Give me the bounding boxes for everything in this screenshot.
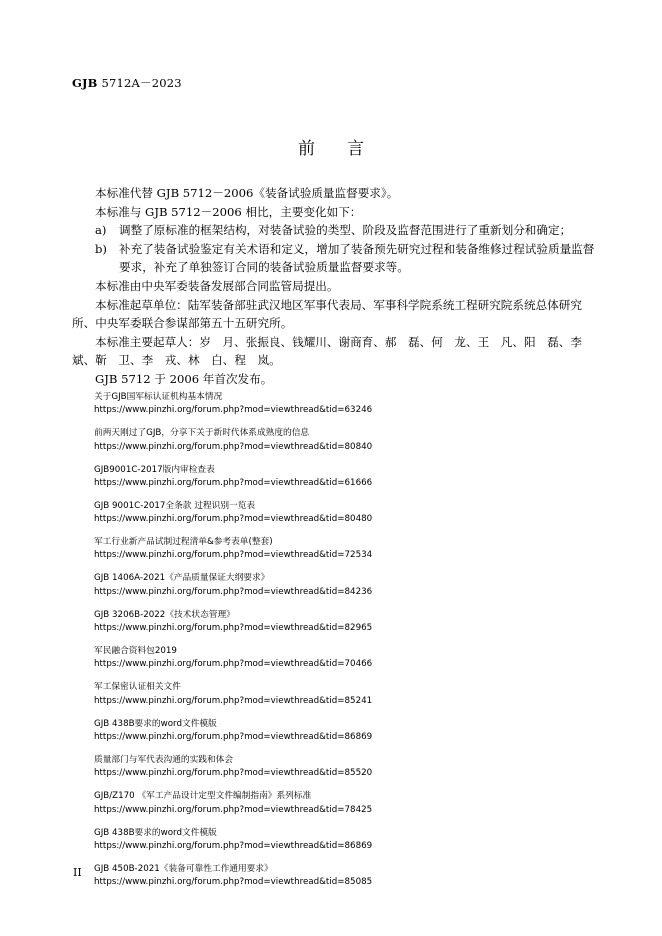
- paragraph-drafting-units: 本标准起草单位：陆军装备部驻武汉地区军事代表局、军事科学院系统工程研究院系统总体研究所、中央军委联合参谋部第五十五研究所。: [72, 297, 582, 331]
- standard-code-prefix: GJB: [72, 76, 98, 90]
- page-number: II: [73, 866, 82, 879]
- link-title[interactable]: GJB 3206B-2022《技术状态管理》: [94, 609, 235, 620]
- link-url[interactable]: https://www.pinzhi.org/forum.php?mod=viewthread&tid=85085: [94, 877, 373, 888]
- link-title[interactable]: 军民融合资料包2019: [94, 646, 177, 657]
- foreword-body: [72, 184, 597, 389]
- list-item[interactable]: [94, 427, 594, 463]
- link-url[interactable]: https://www.pinzhi.org/forum.php?mod=viewthread&tid=86869: [94, 731, 373, 742]
- link-title[interactable]: 前两天刚过了GJB，分享下关于新时代体系成熟度的信息: [94, 428, 310, 439]
- list-item[interactable]: [94, 718, 594, 754]
- list-item-b: [72, 240, 597, 277]
- list-item[interactable]: [94, 863, 594, 899]
- link-url[interactable]: https://www.pinzhi.org/forum.php?mod=viewthread&tid=61666: [94, 477, 373, 488]
- link-url[interactable]: https://www.pinzhi.org/forum.php?mod=viewthread&tid=78425: [94, 804, 373, 815]
- list-item[interactable]: [94, 609, 594, 645]
- list-marker-b: b): [95, 241, 107, 256]
- list-item[interactable]: [94, 536, 594, 572]
- standard-code-header: [72, 75, 182, 91]
- link-url[interactable]: https://www.pinzhi.org/forum.php?mod=viewthread&tid=85241: [94, 695, 373, 706]
- link-url[interactable]: https://www.pinzhi.org/forum.php?mod=viewthread&tid=85520: [94, 768, 373, 779]
- related-links-list: [94, 391, 594, 899]
- link-title[interactable]: GJB 9001C-2017全条款 过程识别一览表: [94, 500, 256, 511]
- list-item[interactable]: [94, 572, 594, 608]
- paragraph-proposer: 本标准由中央军委装备发展部合同监管局提出。: [95, 278, 339, 293]
- list-item[interactable]: [94, 645, 594, 681]
- link-url[interactable]: https://www.pinzhi.org/forum.php?mod=viewthread&tid=84236: [94, 586, 373, 597]
- paragraph-first-release: GJB 5712 于 2006 年首次发布。: [95, 371, 273, 386]
- list-item-a: [72, 221, 597, 240]
- list-item[interactable]: [94, 790, 594, 826]
- link-title[interactable]: GJB9001C-2017版内审检查表: [94, 464, 215, 475]
- link-url[interactable]: https://www.pinzhi.org/forum.php?mod=viewthread&tid=72534: [94, 550, 373, 561]
- list-item[interactable]: [94, 827, 594, 863]
- list-item[interactable]: [94, 754, 594, 790]
- link-url[interactable]: https://www.pinzhi.org/forum.php?mod=viewthread&tid=82965: [94, 623, 373, 634]
- paragraph-replaces: 本标准代替 GJB 5712－2006《装备试验质量监督要求》。: [95, 186, 399, 200]
- link-title[interactable]: GJB/Z170 《军工产品设计定型文件编制指南》系列标准: [94, 791, 312, 802]
- page-title: 前言: [298, 139, 396, 159]
- list-item[interactable]: [94, 500, 594, 536]
- paragraph-changes-intro: 本标准与 GJB 5712－2006 相比，主要变化如下：: [95, 204, 362, 219]
- list-marker-a: a): [95, 223, 107, 238]
- list-item[interactable]: [94, 681, 594, 717]
- paragraph-drafters: 本标准主要起草人：岁 月、张振良、钱耀川、谢商育、郝 磊、何 龙、王 凡、阳 磊、李 斌、靳 卫、李 戎、林 白、程 岚。: [72, 334, 594, 368]
- link-title[interactable]: GJB 438B要求的word文件模版: [94, 827, 217, 838]
- link-url[interactable]: https://www.pinzhi.org/forum.php?mod=viewthread&tid=80480: [94, 514, 373, 525]
- link-url[interactable]: https://www.pinzhi.org/forum.php?mod=viewthread&tid=86869: [94, 840, 373, 851]
- link-title[interactable]: 军工行业新产品试制过程清单&参考表单(整套): [94, 537, 273, 548]
- list-item[interactable]: [94, 464, 594, 500]
- link-url[interactable]: https://www.pinzhi.org/forum.php?mod=viewthread&tid=80840: [94, 441, 373, 452]
- link-title[interactable]: GJB 1406A-2021《产品质量保证大纲要求》: [94, 573, 270, 584]
- list-text-a: 调整了原标准的框架结构，对装备试验的类型、阶段及监督范围进行了重新划分和确定；: [119, 223, 572, 238]
- link-url[interactable]: https://www.pinzhi.org/forum.php?mod=viewthread&tid=63246: [94, 405, 373, 416]
- link-title[interactable]: 关于GJB国军标认证机构基本情况: [94, 392, 223, 402]
- link-title[interactable]: 军工保密认证相关文件: [94, 682, 181, 693]
- link-title[interactable]: GJB 450B-2021《装备可靠性工作通用要求》: [94, 863, 273, 874]
- link-url[interactable]: https://www.pinzhi.org/forum.php?mod=viewthread&tid=70466: [94, 659, 373, 670]
- list-text-b: 补充了装备试验鉴定有关术语和定义，增加了装备预先研究过程和装备维修过程试验质量监督要求，补充了单独签订合同的装备试验质量监督要求等。: [119, 241, 595, 275]
- list-item[interactable]: [94, 391, 594, 427]
- standard-code-number: 5712A－2023: [97, 76, 182, 90]
- link-title[interactable]: 质量部门与军代表沟通的实践和体会: [94, 754, 233, 765]
- link-title[interactable]: GJB 438B要求的word文件模版: [94, 718, 217, 729]
